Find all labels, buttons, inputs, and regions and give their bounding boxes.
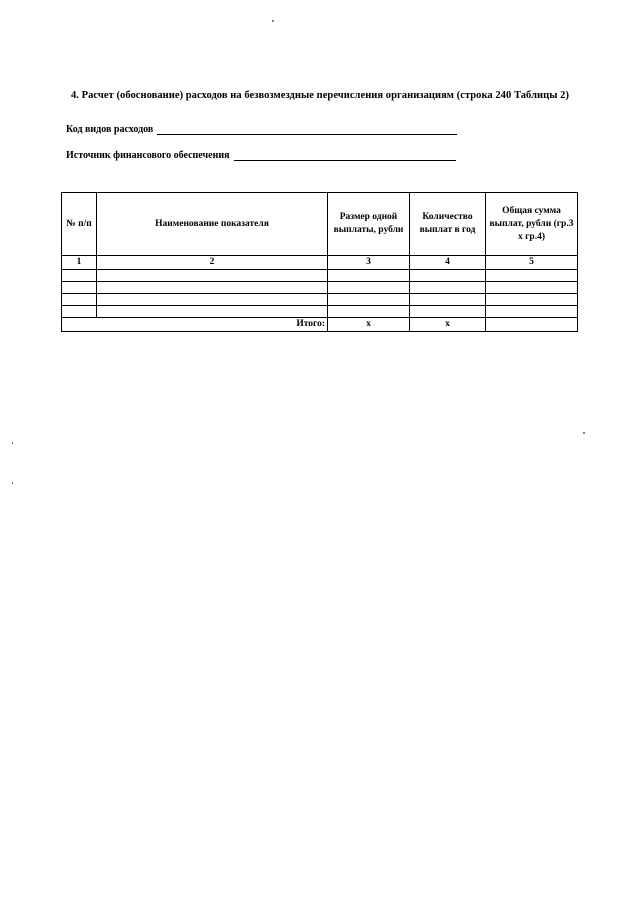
total-amount-cell[interactable] (486, 318, 578, 332)
total-row (62, 318, 578, 332)
table-cell[interactable] (62, 282, 97, 294)
header-payments-per-year: Количество выплат в год (410, 193, 486, 256)
table-cell[interactable] (410, 306, 486, 318)
table-cell[interactable] (486, 306, 578, 318)
total-payments-count-cell: x (410, 318, 486, 332)
table-row (62, 294, 578, 306)
funding-source-label: Источник финансового обеспечения (66, 150, 230, 161)
table-cell[interactable] (328, 306, 410, 318)
table-cell[interactable] (97, 270, 328, 282)
scan-speck (272, 20, 274, 22)
payments-table (61, 192, 578, 332)
table-cell[interactable] (410, 270, 486, 282)
table-cell[interactable] (328, 282, 410, 294)
header-indicator-name: Наименование показателя (97, 193, 328, 256)
table-row (62, 282, 578, 294)
header-payment-size: Размер одной выплаты, рубли (328, 193, 410, 256)
table-cell[interactable] (97, 306, 328, 318)
table-cell[interactable] (410, 282, 486, 294)
table-cell[interactable] (328, 294, 410, 306)
table-cell[interactable] (328, 270, 410, 282)
scan-speck (12, 482, 13, 484)
scan-speck (583, 432, 585, 434)
table-cell[interactable] (486, 270, 578, 282)
table-row (62, 306, 578, 318)
table-cell[interactable] (62, 306, 97, 318)
table-row (62, 270, 578, 282)
table-cell[interactable] (62, 270, 97, 282)
column-number: 2 (97, 256, 328, 270)
column-number: 4 (410, 256, 486, 270)
header-total-amount: Общая сумма выплат, рубли (гр.3 x гр.4) (486, 193, 578, 256)
expense-code-label: Код видов расходов (66, 124, 154, 135)
column-number-row (62, 256, 578, 270)
expense-code-row (66, 124, 457, 135)
header-number: № п/п (62, 193, 97, 256)
column-number: 3 (328, 256, 410, 270)
column-number: 1 (62, 256, 97, 270)
table-cell[interactable] (410, 294, 486, 306)
expense-code-fill-line[interactable] (157, 124, 457, 135)
table-header-row (62, 193, 578, 256)
scan-speck (12, 442, 13, 444)
table-cell[interactable] (486, 282, 578, 294)
section-heading: 4. Расчет (обоснование) расходов на безвозмездные перечисления организациям (строка 240 Таблицы 2) (71, 90, 569, 101)
table-cell[interactable] (97, 294, 328, 306)
total-payment-size-cell: x (328, 318, 410, 332)
funding-source-row (66, 150, 456, 161)
table-cell[interactable] (486, 294, 578, 306)
total-label: Итого: (62, 318, 328, 332)
table-cell[interactable] (97, 282, 328, 294)
table-cell[interactable] (62, 294, 97, 306)
column-number: 5 (486, 256, 578, 270)
funding-source-fill-line[interactable] (234, 150, 456, 161)
